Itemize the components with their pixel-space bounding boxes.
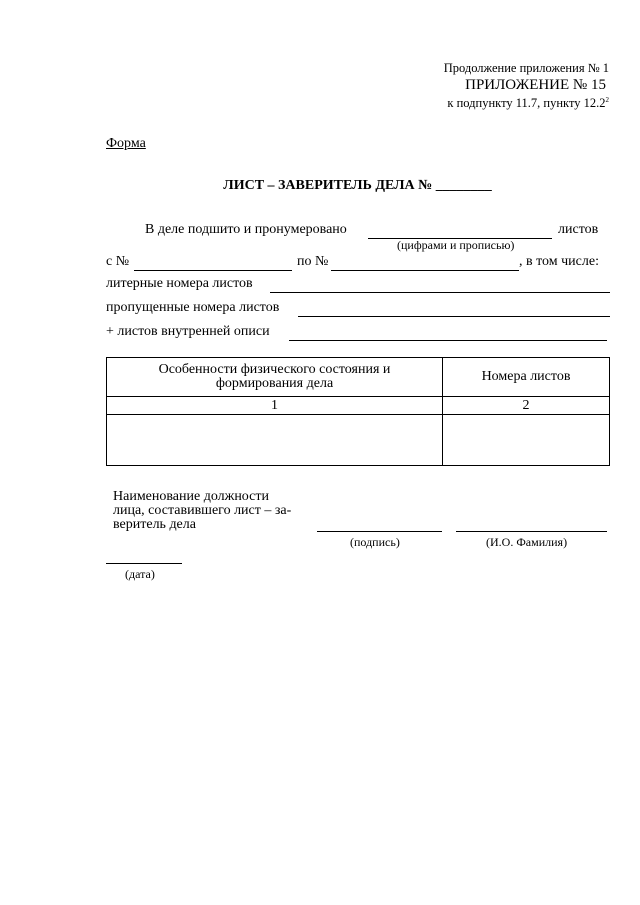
missing-numbers-line [298, 316, 610, 317]
line1-end: листов [558, 222, 599, 237]
sheet-count-hint: (цифрами и прописью) [397, 238, 515, 252]
condition-cell[interactable] [107, 415, 443, 466]
full-name-line [456, 531, 607, 532]
appendix-reference: к подпункту 11.7, пункту 12.2$^2$ [447, 95, 609, 110]
date-hint: (дата) [125, 567, 155, 581]
condition-table [106, 357, 610, 466]
appendix-title: ПРИЛОЖЕНИЕ № 15 [465, 77, 606, 93]
form-label: Форма [106, 136, 146, 151]
position-title: Наименование должности лица, составившего лист – за- веритель дела [113, 489, 292, 532]
document-title: ЛИСТ – ЗАВЕРИТЕЛЬ ДЕЛА № ________ [223, 178, 492, 193]
missing-numbers-label: пропущенные номера листов [106, 300, 280, 315]
line1-label: В деле подшито и пронумеровано [145, 222, 347, 237]
signature-hint: (подпись) [350, 535, 400, 549]
inventory-sheets-label: + листов внутренней описи [106, 324, 270, 339]
date-line [106, 563, 182, 564]
from-number-line [134, 270, 292, 271]
letter-numbers-line [270, 292, 610, 293]
line2-from-label: с № [106, 254, 130, 269]
col2-header: Номера листов [443, 358, 610, 397]
full-name-hint: (И.О. Фамилия) [486, 535, 568, 549]
inventory-sheets-line [289, 340, 607, 341]
continuation-note: Продолжение приложения № 1 [443, 61, 609, 75]
line2-end: , в том числе: [519, 254, 599, 269]
to-number-line [331, 270, 519, 271]
col2-number: 2 [443, 397, 610, 415]
letter-numbers-label: литерные номера листов [106, 276, 253, 291]
col1-number: 1 [107, 397, 443, 415]
col1-header: Особенности физического состояния и формирования дела [107, 358, 443, 397]
signature-line [317, 531, 442, 532]
reference-superscript: 2 [605, 95, 609, 104]
line2-to-label: по № [297, 254, 329, 269]
sheet-numbers-cell[interactable] [443, 415, 610, 466]
